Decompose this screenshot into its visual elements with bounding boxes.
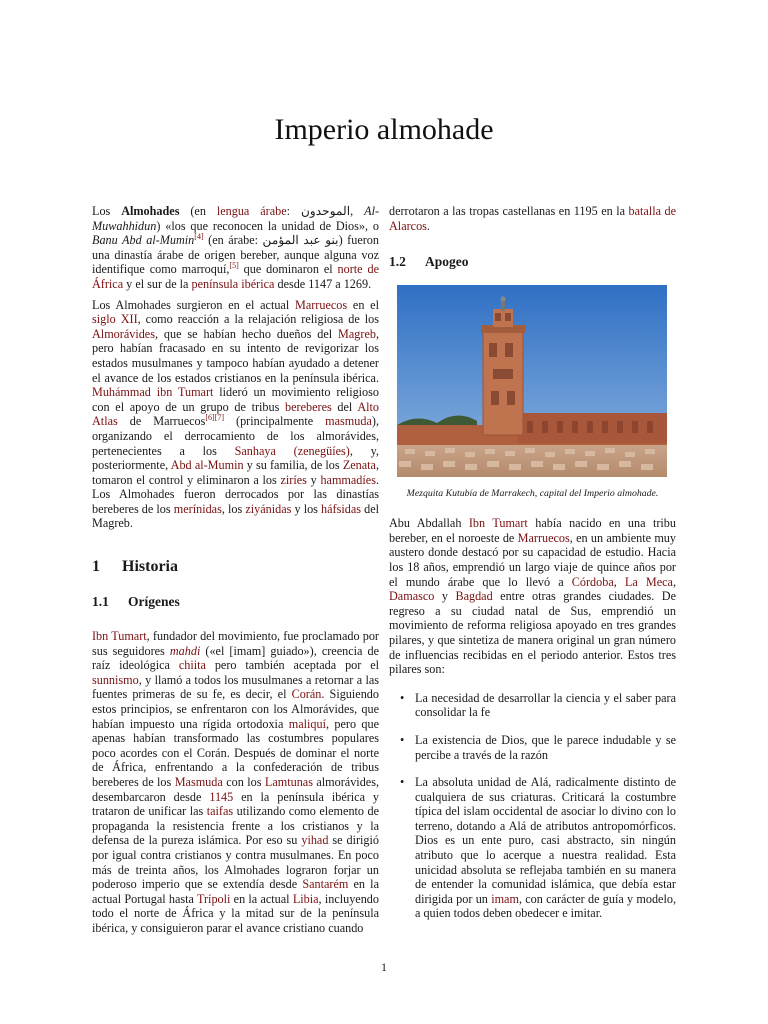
link-ibn-tumart-2[interactable]: Ibn Tumart	[468, 516, 528, 531]
link-imam[interactable]: imam	[491, 891, 519, 906]
kutubia-mosque-illustration	[397, 285, 667, 477]
citation-6-7[interactable]: [6][7]	[205, 413, 225, 423]
link-alto-atlas[interactable]: Alto Atlas	[92, 399, 379, 429]
link-merinidas[interactable]: merínidas	[173, 501, 222, 516]
link-cordoba[interactable]: Córdoba	[571, 574, 614, 589]
link-hammadies[interactable]: hammadíes	[320, 472, 376, 487]
link-magreb[interactable]: Magreb	[338, 326, 376, 341]
citation-4[interactable]: [4]	[194, 232, 204, 242]
link-bagdad[interactable]: Bagdad	[455, 589, 493, 604]
link-zenata[interactable]: Zenata	[342, 458, 376, 473]
intro-paragraph-1: Los Almohades (en lengua árabe: الموحدون, Al-Muwahhidun) «los que reconocen la unidad de Dios», o Banu Abd al-Mumin[4] (en árabe: بنو عبد المؤمن) fueron una dinastía árabe de origen bereber, aunque alguna voz identifique como marroquí,[5] que dominaron el norte de África y el sur de la península ibérica desde 1147 a 1269.	[92, 204, 380, 291]
link-masmuda[interactable]: masmuda	[325, 414, 372, 429]
link-ziyanidas[interactable]: ziyánidas	[245, 501, 292, 516]
list-item: • La existencia de Dios, que le parece indudable y se percibe a través de la razón	[400, 732, 676, 762]
link-abd-al-mumin[interactable]: Abd al-Mumin	[170, 458, 244, 473]
link-peninsula-iberica[interactable]: península ibérica	[191, 276, 275, 291]
page-number: 1	[381, 960, 387, 974]
link-damasco[interactable]: Damasco	[389, 589, 435, 604]
link-yihad[interactable]: yihad	[301, 833, 329, 848]
citation-5[interactable]: [5]	[229, 261, 239, 271]
link-chiita[interactable]: chiita	[178, 658, 206, 673]
link-sanhaya[interactable]: Sanhaya (zenegüíes)	[234, 443, 350, 458]
bullet-icon: •	[400, 690, 405, 705]
origenes-paragraph: Ibn Tumart, fundador del movimiento, fue proclamado por sus seguidores mahdi («el [imam] guiado»), creencia de raíz ideológica chiita pero también aceptada por el sunnismo, y llamó a todos los musulmanes a retornar a las fuentes primeras de su fe, es decir, el Corán. Siguiendo estos principios, se enfrentaron con los Almorávides, que habían impuesto una rígida ortodoxia maliquí, pero que apenas habían transformado las costumbres populares poco acordes con el Corán. Después de dominar el norte de África, enfrentando a la confederación de tribus bereberes de los Masmuda con los Lamtunas almorávides, desembarcaron desde 1145 en la península ibérica y trataron de unificar las taifas utilizando como elemento de propaganda la resistencia frente a los cristianos y la defensa de la pureza islámica. Por eso su yihad se dirigió por igual contra cristianos y contra musulmanes. En poco más de treinta años, los Almohades lograron forjar un poderoso imperio que se extendía desde Santarém en la actual Portugal hasta Trípoli en la actual Libia, incluyendo todo el norte de África y la mitad sur de la península ibérica, y consiguieron parar el avance cristiano cuando	[92, 629, 380, 935]
link-bereberes[interactable]: bereberes	[285, 399, 332, 414]
link-sunnismo[interactable]: sunnismo	[92, 672, 139, 687]
bullet-icon: •	[400, 775, 405, 790]
subsection-heading-origenes: 1.1 Orígenes	[92, 594, 180, 610]
link-lengua-arabe[interactable]: lengua árabe	[216, 204, 287, 218]
section-heading-historia: 1 Historia	[92, 558, 178, 576]
link-maliqui[interactable]: maliquí	[288, 716, 326, 731]
continuation-paragraph: derrotaron a las tropas castellanas en 1195 en la batalla de Alarcos.	[389, 204, 677, 233]
link-1145[interactable]: 1145	[209, 789, 234, 804]
link-ziries[interactable]: ziríes	[280, 472, 307, 487]
link-masmuda-2[interactable]: Masmuda	[174, 775, 223, 789]
link-coran[interactable]: Corán	[291, 687, 322, 702]
link-tripoli[interactable]: Trípoli	[196, 891, 231, 906]
link-ibn-tumart[interactable]: Ibn Tumart	[92, 629, 147, 644]
link-mahdi[interactable]: mahdi	[169, 643, 201, 658]
page-title: Imperio almohade	[274, 113, 494, 146]
link-lamtunas[interactable]: Lamtunas	[264, 775, 313, 789]
list-item: • La absoluta unidad de Alá, radicalmente distinto de cualquiera de sus criaturas. Criticará la costumbre típica del islam occidental de asociar lo divino con lo terreno, dotando a Alá de atributos antropomórficos. Dios es un ente puro, casi abstracto, sin ningún atributo que lo acerque a nuestra realidad. Esta unicidad absoluta se reflejaba también en su manera de entender la comunidad islámica, que debía estar dirigida por un imam, con carácter de guía y modelo, a quien todos deben obedecer e imitar.	[400, 775, 676, 921]
link-siglo-xii[interactable]: siglo XII	[92, 312, 138, 327]
link-taifas[interactable]: taifas	[206, 804, 234, 819]
list-item: • La necesidad de desarrollar la ciencia y el saber para consolidar la fe	[400, 690, 676, 720]
right-column	[389, 204, 676, 934]
link-almoravides[interactable]: Almorávides	[92, 326, 155, 341]
link-libia[interactable]: Libia	[292, 891, 319, 906]
subsection-heading-apogeo: 1.2 Apogeo	[389, 254, 469, 270]
bullet-icon: •	[400, 732, 405, 747]
figure-caption: Mezquita Kutubía de Marrakech, capital del Imperio almohade.	[406, 488, 659, 500]
link-marruecos[interactable]: Marruecos	[295, 297, 348, 312]
link-batalla-de-alarcos[interactable]: batalla de Alarcos	[389, 204, 677, 233]
intro-paragraph-2: Los Almohades surgieron en el actual Marruecos en el siglo XII, como reacción a la relajación religiosa de los Almorávides, que se habían hecho dueños del Magreb, pero habían fracasado en su intento de revigorizar los estados musulmanes y tampoco habían ayudado a detener el avance de los estados cristianos en la península ibérica. Muhámmad ibn Tumart lideró un movimiento religioso con el apoyo de un grupo de tribus bereberes del Alto Atlas de Marruecos[6][7] (principalmente masmuda), organizando el derrocamiento de los almorávides, pertenecientes a los Sanhaya (zenegüíes), y, posteriormente, Abd al-Mumin y su familia, de los Zenata, tomaron el control y eliminaron a los ziríes y hammadíes. Los Almohades fueron derrocados por las dinastías bereberes de los merínidas, los ziyánidas y los háfsidas del Magreb.	[92, 297, 380, 531]
link-santarem[interactable]: Santarém	[302, 877, 349, 892]
left-column	[92, 204, 379, 942]
apogeo-paragraph: Abu Abdallah Ibn Tumart había nacido en una tribu bereber, en el noroeste de Marruecos, en un ambiente muy austero donde destacó por su capacidad de estudio. Hacia los 18 años, emprendió un largo viaje de quince años por el mundo árabe que lo llevó a Córdoba, La Meca, Damasco y Bagdad entre otras grandes ciudades. De regreso a su ciudad natal de Sus, emprendió un movimiento de reforma religiosa apoyado en tres grandes pilares, y que sintetiza de manera original un gran número de influencias recibidas en el periodo anterior. Estos tres pilares son:	[389, 516, 676, 677]
link-norte-de-africa[interactable]: norte de África	[92, 262, 379, 291]
link-hafsidas[interactable]: háfsidas	[321, 501, 361, 516]
link-ibn-tumart-full[interactable]: Muhámmad ibn Tumart	[92, 385, 214, 400]
link-la-meca[interactable]: La Meca	[624, 574, 673, 589]
pillars-list	[389, 691, 676, 921]
kutubia-mosque-image[interactable]	[397, 285, 667, 477]
link-marruecos-2[interactable]: Marruecos	[517, 530, 570, 545]
